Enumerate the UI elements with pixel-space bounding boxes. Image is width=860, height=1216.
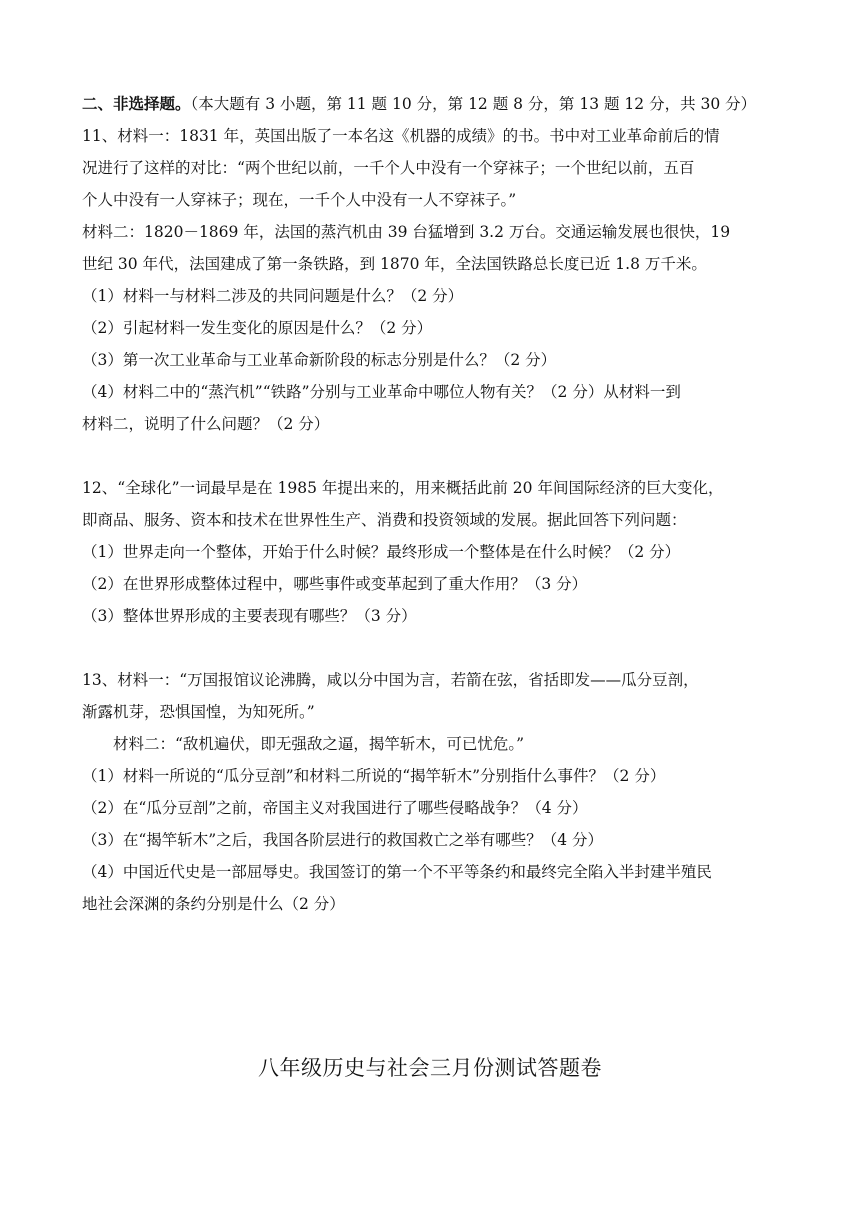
- q11-material2-line2: 世纪 30 年代，法国建成了第一条铁路，到 1870 年，全法国铁路总长度已近 1.8 万千米。: [82, 255, 707, 273]
- q13-material2: 材料二：“敌机遍伏，即无强敌之逼，揭竿斩木，可已忧危。”: [113, 735, 525, 753]
- q12-subquestion-2: （2）在世界形成整体过程中，哪些事件或变革起到了重大作用？（3 分）: [82, 575, 588, 593]
- q13-subquestion-4-line1: （4）中国近代史是一部屈辱史。我国签订的第一个不平等条约和最终完全陷入半封建半殖民: [82, 863, 712, 881]
- answer-sheet-title: 八年级历史与社会三月份测试答题卷: [258, 1056, 602, 1080]
- q11-material1-line1: 11、材料一：1831 年，英国出版了一本名这《机器的成绩》的书。书中对工业革命前后的情: [82, 127, 720, 145]
- question-section: [82, 88, 782, 920]
- q13-subquestion-1: （1）材料一所说的“瓜分豆剖”和材料二所说的“揭竿斩木”分别指什么事件？（2 分）: [82, 767, 666, 785]
- question-11: [82, 120, 782, 440]
- spacer: [82, 632, 782, 664]
- q11-subquestion-1: （1）材料一与材料二涉及的共同问题是什么？（2 分）: [82, 287, 464, 305]
- q11-material1-line3: 个人中没有一人穿袜子；现在，一千个人中没有一人不穿袜子。”: [82, 191, 517, 209]
- q13-material1-line2: 渐露机芽，恐惧国惶，为知死所。”: [82, 703, 315, 721]
- q13-subquestion-2: （2）在“瓜分豆剖”之前，帝国主义对我国进行了哪些侵略战争？（4 分）: [82, 799, 588, 817]
- q12-intro-line1: 12、“全球化”一词最早是在 1985 年提出来的，用来概括此前 20 年间国际经济的巨大变化，: [82, 479, 724, 497]
- q12-subquestion-1: （1）世界走向一个整体，开始于什么时候？最终形成一个整体是在什么时候？（2 分）: [82, 543, 681, 561]
- question-12: [82, 472, 782, 632]
- section-heading: 二、非选择题。: [82, 94, 191, 113]
- q12-subquestion-3: （3）整体世界形成的主要表现有哪些？（3 分）: [82, 607, 417, 625]
- spacer: [82, 440, 782, 472]
- q13-material1-line1: 13、材料一：“万国报馆议论沸腾，咸以分中国为言，若箭在弦，省括即发——瓜分豆剖，: [82, 671, 699, 689]
- q11-subquestion-3: （3）第一次工业革命与工业革命新阶段的标志分别是什么？（2 分）: [82, 351, 557, 369]
- section-header: [82, 88, 782, 120]
- q11-material2-line1: 材料二：1820－1869 年，法国的蒸汽机由 39 台猛增到 3.2 万台。交通运输发展也很快，19: [82, 223, 731, 241]
- q12-intro-line2: 即商品、服务、资本和技术在世界性生产、消费和投资领域的发展。据此回答下列问题：: [82, 511, 687, 529]
- q13-subquestion-3: （3）在“揭竿斩木”之后，我国各阶层进行的救国救亡之举有哪些？（4 分）: [82, 831, 604, 849]
- q11-subquestion-2: （2）引起材料一发生变化的原因是什么？（2 分）: [82, 319, 433, 337]
- q13-subquestion-4-line2: 地社会深渊的条约分别是什么（2 分）: [82, 895, 345, 913]
- q11-subquestion-4-line2: 材料二，说明了什么问题？（2 分）: [82, 415, 330, 433]
- q11-subquestion-4-line1: （4）材料二中的“蒸汽机”“铁路”分别与工业革命中哪位人物有关？（2 分）从材料一到: [82, 383, 681, 401]
- question-13: [82, 664, 782, 920]
- section-note: （本大题有 3 小题，第 11 题 10 分，第 12 题 8 分，第 13 题 12 分，共 30 分）: [190, 95, 757, 113]
- q11-material1-line2: 况进行了这样的对比：“两个世纪以前，一千个人中没有一个穿袜子；一个世纪以前，五百: [82, 159, 695, 177]
